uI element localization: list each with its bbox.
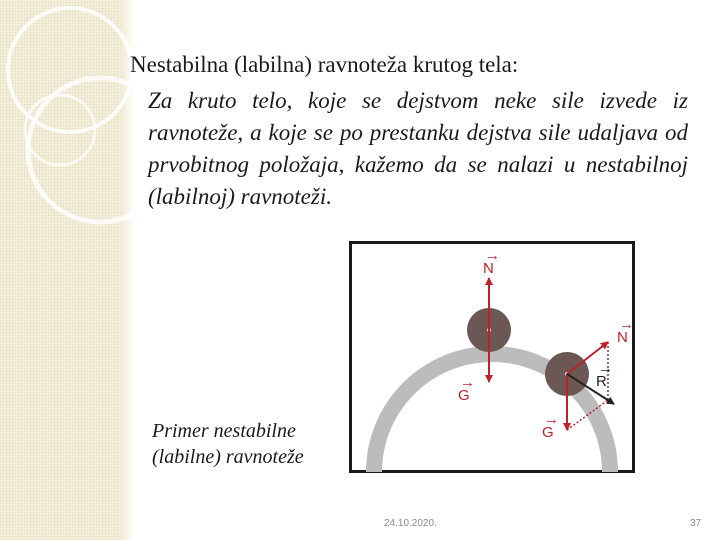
- label-g-right: G: [542, 424, 554, 441]
- slide-title: [130, 52, 690, 78]
- vector-mark-r-right: →: [598, 360, 613, 377]
- vector-mark-n-top: →: [485, 247, 500, 264]
- title-colon: :: [511, 52, 519, 77]
- page-number: 37: [690, 518, 702, 529]
- figure-caption: Primer nestabilne (labilne) ravnoteže: [150, 418, 344, 470]
- vector-mark-g-right: →: [544, 411, 559, 428]
- label-r-right: R: [596, 373, 607, 390]
- label-n-top: N: [483, 260, 494, 277]
- figure-diagram: [352, 244, 632, 470]
- label-g-top: G: [458, 387, 470, 404]
- vector-mark-n-right: →: [619, 316, 634, 333]
- body-paragraph: Za kruto telo, koje se dejstvom neke sile izvede iz ravnoteže, a koje se po prestanku dejstva sile udaljava od prvobitnog položaja, kažemo da se nalazi u nestabilnoj (labilnoj) ravnoteži.: [148, 88, 688, 209]
- label-n-right: N: [617, 329, 628, 346]
- title-text: Nestabilna (labilna) ravnoteža krutog tela: [130, 52, 512, 77]
- vector-mark-g-top: →: [460, 374, 475, 391]
- unstable-equilibrium-figure: [349, 241, 635, 473]
- slide-date: 24.10.2020.: [384, 518, 437, 529]
